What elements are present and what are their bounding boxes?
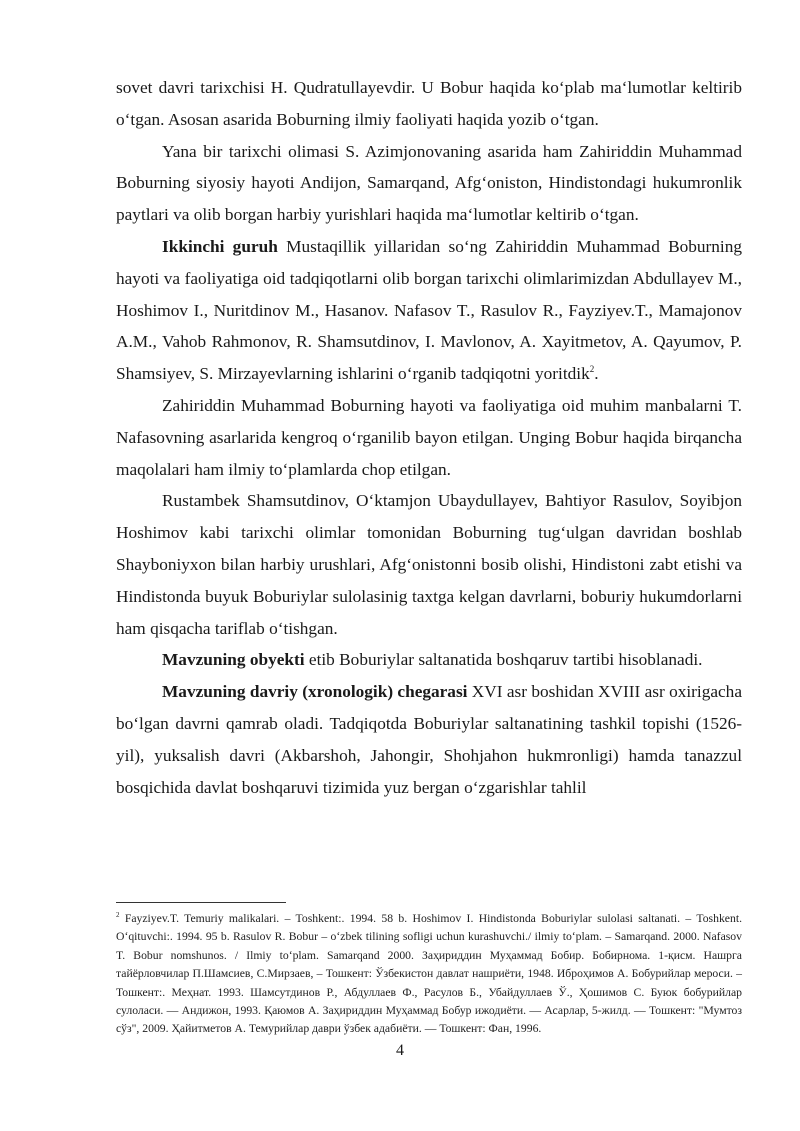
paragraph-5: Rustambek Shamsutdinov, Oʻktamjon Ubaydullayev, Bahtiyor Rasulov, Soyibjon Hoshimov kabi tarixchi olimlar tomonidan Boburning tugʻulgan davridan boshlab Shayboniyxon bilan harbiy urushlari, Afgʻonistonni bosib olishi, Hindistoni zabt etishi va Hindistonda buyuk Boburiylar sulolasinig taxtga kelgan davrlarni, boburiy hukumdorlarni ham qisqacha tariflab oʻtishgan. (116, 491, 742, 638)
main-text (116, 72, 742, 803)
paragraph-6-heading: Mavzuning obyekti (162, 650, 305, 670)
footnote-text-block (116, 910, 742, 1039)
footnote-marker: 2 (116, 911, 120, 920)
paragraph-6 (116, 644, 742, 676)
paragraph-1: sovet davri tarixchisi H. Qudratullayevdir. U Bobur haqida koʻplab maʻlumotlar keltirib oʻtgan. Asosan asarida Boburning ilmiy faoliyati haqida yozib oʻtgan. (116, 78, 742, 129)
paragraph-7-heading: Mavzuning davriy (xronologik) chegarasi (162, 682, 468, 702)
page-number: 4 (396, 1042, 404, 1059)
footnote-reference[interactable]: 2 (589, 364, 595, 375)
footnote-text: Fayziyev.T. Temuriy malikalari. – Toshkent:. 1994. 58 b. Hoshimov I. Hindistonda Boburiylar sulolasi saltanati. – Toshkent. Oʻqituvchi:. 1994. 95 b. Rasulov R. Bobur – oʻzbek tilining sofligi uchun kurashuvchi./ ilmiy toʻplam. – Samarqand. 2000. Nafasov T. Bobur nomshunos. / Ilmiy toʻplam. Samarqand 2000. Заҳириддин Муҳаммад Бобир. Бобирнома. 1-қисм. Нашрга тайёрловчилар П.Шамсиев, С.Мирзаев, – Тошкент: Ўзбекистон давлат нашриёти, 1948. Иброҳимов А. Бобурийлар мероси. – Тошкент:. Меҳнат. 1993. Шамсутдинов Р., Абдуллаев Ф., Расулов Б., Убайдуллаев Ў., Ҳошимов С. Буюк бобурийлар сулоласи. — Андижон, 1993. Қаюмов А. Заҳириддин Муҳаммад Бобур ижодиёти. — Асарлар, 5-жилд. — Тошкент: "Мумтоз сўз", 2009. Ҳайитметов А. Темурийлар даври ўзбек адабиёти. — Тошкент: Фан, 1996. (116, 912, 742, 1036)
paragraph-6-text: etib Boburiylar saltanatida boshqaruv tartibi hisoblanadi. (304, 650, 703, 670)
paragraph-3-end: . (594, 364, 599, 384)
paragraph-4: Zahiriddin Muhammad Boburning hayoti va faoliyatiga oid muhim manbalarni T. Nafasovning asarlarida kengroq oʻrganilib bayon etilgan. Unging Bobur haqida birqancha maqolalari ham ilmiy toʻplamlarda chop etilgan. (116, 395, 742, 479)
paragraph-7 (116, 676, 742, 803)
footnote-divider (116, 902, 286, 903)
paragraph-3-text: Mustaqillik yillaridan soʻng Zahiriddin Muhammad Boburning hayoti va faoliyatiga oid tadqiqotlarni olib borgan tarixchi olimlarimizdan Abdullayev M., Hoshimov I., Nuritdinov M., Hasanov. Nafasov T., Rasulov R., Fayziyev.T., Mamajonov A.M., Vahob Rahmonov, R. Shamsutdinov, I. Mavlonov, A. Xayitmetov, A. Qayumov, P. Shamsiyev, S. Mirzayevlarning ishlarini oʻrganib tadqiqotni yoritdik (116, 236, 743, 384)
paragraph-2: Yana bir tarixchi olimasi S. Azimjonovaning asarida ham Zahiriddin Muhammad Boburning siyosiy hayoti Andijon, Samarqand, Afgʻoniston, Hindistondagi hukumronlik paytlari va olib borgan harbiy yurishlari haqida maʻlumotlar keltirib oʻtgan. (116, 141, 742, 225)
paragraph-3-heading: Ikkinchi guruh (162, 236, 278, 256)
footnote (116, 910, 742, 1039)
paragraph-3 (116, 231, 742, 390)
paragraph-7-text: XVI asr boshidan XVIII asr oxirigacha boʻlgan davrni qamrab oladi. Tadqiqotda Boburiylar saltanatining tashkil topishi (1526-yil), yuksalish davri (Akbarshoh, Jahongir, Shohjahon hukmronligi) hamda tanazzul bosqichida davlat boshqaruvi tizimida yuz bergan oʻzgarishlar tahlil (116, 682, 742, 797)
